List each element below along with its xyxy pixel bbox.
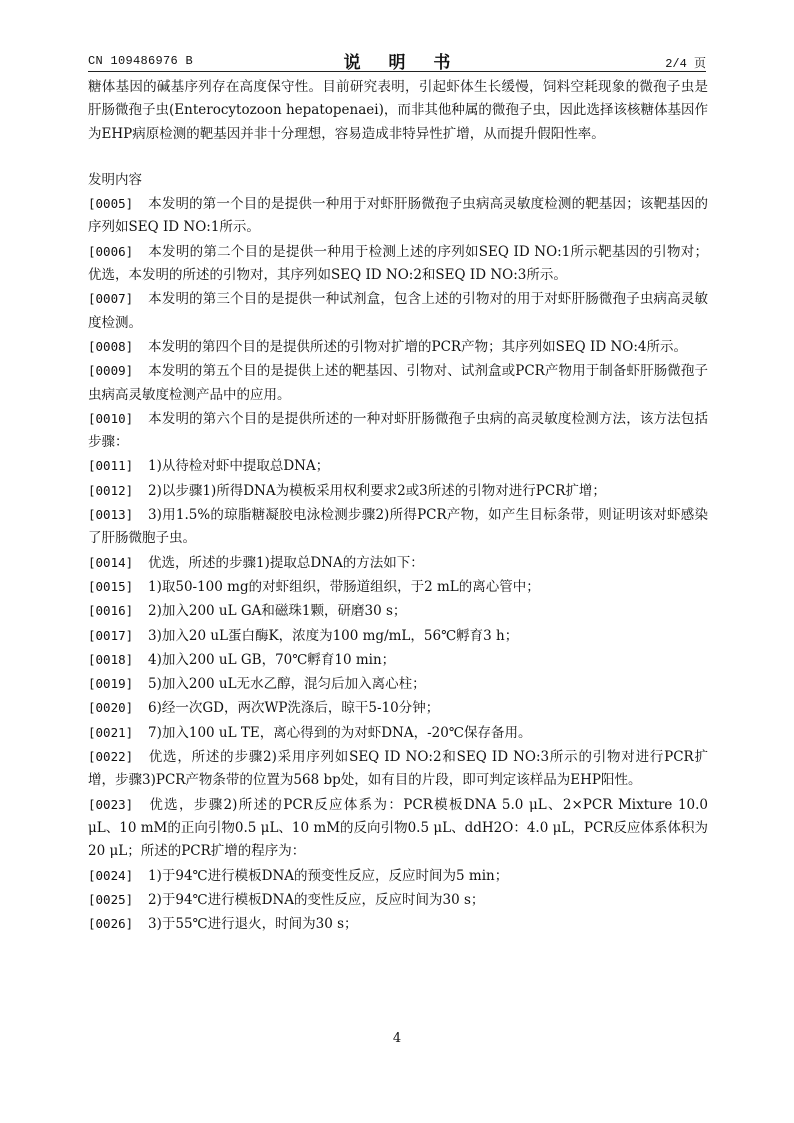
paragraph (88, 864, 708, 888)
paragraph (88, 240, 708, 288)
paragraph-text: 优选，所述的步骤1)提取总DNA的方法如下： (148, 554, 424, 571)
paragraph-text: 4)加入200 uL GB，70℃孵育10 min； (148, 651, 396, 668)
paragraph (88, 648, 708, 672)
paragraph-text: 1)于94℃进行模板DNA的预变性反应，反应时间为5 min； (148, 867, 509, 884)
paragraph-number: [0011] (88, 458, 134, 474)
paragraph (88, 793, 708, 864)
document-body (88, 76, 708, 936)
patent-number: CN 109486976 B (88, 54, 194, 68)
paragraph-text: 3)用1.5%的琼脂糖凝胶电泳检测步骤2)所得PCR产物，如产生目标条带，则证明该对虾感染了肝肠微胞子虫。 (88, 507, 708, 547)
paragraph (88, 599, 708, 623)
paragraph (88, 888, 708, 912)
paragraph-number: [0018] (88, 651, 134, 667)
paragraph (88, 672, 708, 696)
paragraph-number: [0010] (88, 410, 134, 426)
paragraph-number: [0017] (88, 627, 134, 643)
paragraph-number: [0023] (88, 796, 134, 812)
paragraph (88, 696, 708, 720)
paragraph-text: 2)于94℃进行模板DNA的变性反应，反应时间为30 s； (148, 891, 485, 908)
paragraph (88, 745, 708, 793)
paragraph-text: 2)加入200 uL GA和磁珠1颗，研磨30 s； (148, 603, 407, 620)
paragraph-text: 2)以步骤1)所得DNA为模板采用权利要求2或3所述的引物对进行PCR扩增； (148, 482, 606, 499)
document-title: 说 明 书 (343, 53, 462, 73)
intro-paragraph: 糖体基因的碱基序列存在高度保守性。目前研究表明，引起虾体生长缓慢，饲料空耗现象的微孢子虫是肝肠微孢子虫(Enterocytozoon hepatopenaei)，而非其他种属的微孢子虫，因此选择该核糖体基因作为EHP病原检测的靶基因并非十分理想，容易造成非特异性扩增，从而提升假阳性率。 (88, 79, 708, 142)
paragraph-text: 1)从待检对虾中提取总DNA； (148, 458, 330, 475)
paragraph-text: 本发明的第一个目的是提供一种用于对虾肝肠微孢子虫病高灵敏度检测的靶基因；该靶基因的序列如SEQ ID NO:1所示。 (88, 196, 708, 236)
paragraph-text: 6)经一次GD，两次WP洗涤后，晾干5-10分钟； (148, 700, 440, 717)
paragraph (88, 912, 708, 936)
paragraph-text: 3)加入20 uL蛋白酶K，浓度为100 mg/mL，56℃孵育3 h； (148, 627, 519, 644)
paragraph-number: [0024] (88, 867, 134, 883)
paragraph-number: [0021] (88, 724, 134, 740)
paragraph (88, 287, 708, 335)
paragraph-number: [0025] (88, 891, 134, 907)
paragraph (88, 575, 708, 599)
paragraph-text: 本发明的第二个目的是提供一种用于检测上述的序列如SEQ ID NO:1所示靶基因的引物对；优选，本发明的所述的引物对，其序列如SEQ ID NO:2和SEQ ID NO:3所示。 (88, 243, 708, 284)
paragraph-text: 优选，步骤2)所述的PCR反应体系为：PCR模板DNA 5.0 μL、2×PCR Mixture 10.0 μL、10 mM的正向引物0.5 μL、10 mM的反向引物0.5 μL、ddH2O：4.0 μL，PCR反应体系体积为20 μL；所述的PCR扩增的程序为： (88, 796, 708, 860)
paragraph-number: [0015] (88, 578, 134, 594)
paragraph (88, 335, 708, 359)
header-divider (88, 71, 706, 72)
page-indicator: 2/4 页 (665, 57, 706, 71)
paragraph-text: 优选，所述的步骤2)采用序列如SEQ ID NO:2和SEQ ID NO:3所示的引物对进行PCR扩增，步骤3)PCR产物条带的位置为568 bp处，如有目的片段，即可判定该样品为EHP阳性。 (88, 749, 708, 789)
paragraph-text: 7)加入100 uL TE，离心得到的为对虾DNA，-20℃保存备用。 (148, 724, 532, 741)
paragraph (88, 192, 708, 240)
page-number: 4 (392, 1031, 402, 1046)
paragraph-number: [0007] (88, 291, 134, 307)
paragraph (88, 551, 708, 575)
paragraph (88, 407, 708, 455)
paragraph-number: [0013] (88, 507, 134, 523)
paragraph-number: [0014] (88, 554, 134, 570)
paragraph-text: 3)于55℃进行退火，时间为30 s； (148, 916, 358, 933)
paragraph (88, 479, 708, 503)
paragraph-number: [0026] (88, 916, 134, 932)
paragraph-number: [0012] (88, 482, 134, 498)
paragraph-text: 5)加入200 uL无水乙醇，混匀后加入离心柱； (148, 676, 426, 693)
paragraph-text: 本发明的第五个目的是提供上述的靶基因、引物对、试剂盒或PCR产物用于制备虾肝肠微孢子虫病高灵敏度检测产品中的应用。 (88, 363, 708, 403)
paragraph-number: [0009] (88, 363, 134, 379)
paragraph-number: [0005] (88, 196, 134, 212)
paragraph-number: [0022] (88, 749, 134, 765)
section-title: 发明内容 (88, 171, 142, 188)
paragraph-number: [0019] (88, 676, 134, 692)
paragraph-text: 本发明的第四个目的是提供所述的引物对扩增的PCR产物；其序列如SEQ ID NO:4所示。 (148, 338, 688, 355)
paragraph-number: [0020] (88, 700, 134, 716)
paragraph-list (88, 192, 708, 936)
paragraph-number: [0016] (88, 603, 134, 619)
paragraph-number: [0006] (88, 243, 134, 259)
paragraph (88, 624, 708, 648)
paragraph-text: 本发明的第三个目的是提供一种试剂盒，包含上述的引物对的用于对虾肝肠微孢子虫病高灵敏度检测。 (88, 291, 708, 331)
paragraph-text: 本发明的第六个目的是提供所述的一种对虾肝肠微孢子虫病的高灵敏度检测方法，该方法包括步骤： (88, 410, 708, 451)
page-header (88, 48, 706, 72)
paragraph-number: [0008] (88, 338, 134, 354)
paragraph (88, 454, 708, 478)
paragraph (88, 359, 708, 407)
paragraph-text: 1)取50-100 mg的对虾组织，带肠道组织，于2 mL的离心管中； (148, 578, 540, 595)
paragraph (88, 721, 708, 745)
paragraph (88, 503, 708, 551)
